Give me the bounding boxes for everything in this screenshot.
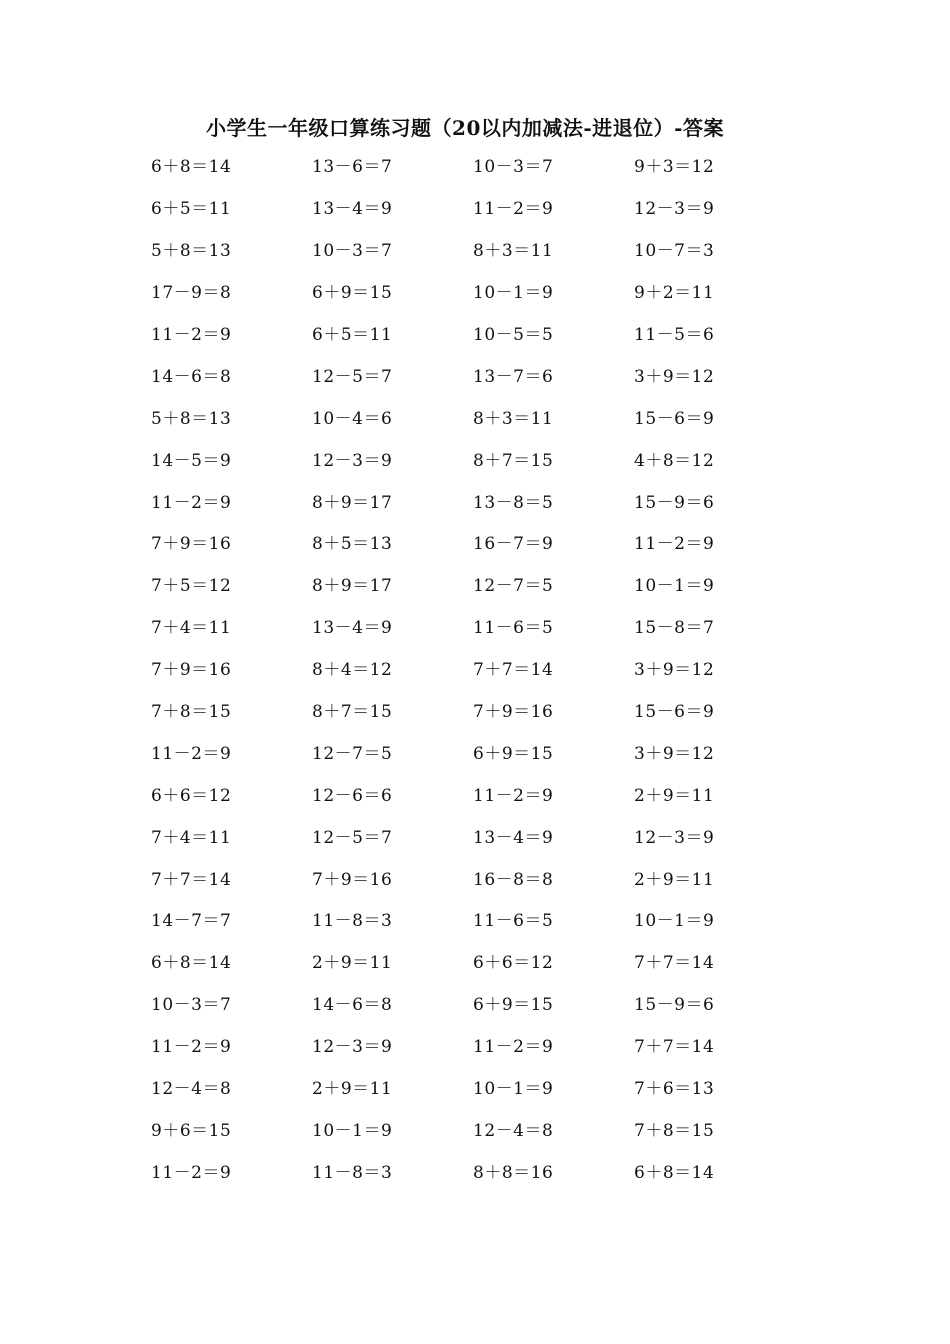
equation-answer: 10－1＝9 bbox=[634, 576, 715, 597]
equation-answer: 9＋2＝11 bbox=[634, 283, 715, 304]
equation-answer: 13－6＝7 bbox=[312, 157, 393, 178]
equation-answer: 8＋7＝15 bbox=[473, 450, 554, 471]
equation-answer: 12－3＝9 bbox=[312, 1037, 393, 1058]
equation-answer: 8＋3＝11 bbox=[473, 241, 554, 262]
equation-answer: 13－4＝9 bbox=[312, 618, 393, 639]
equation-answer: 16－7＝9 bbox=[473, 534, 554, 555]
equation-answer: 10－3＝7 bbox=[312, 241, 393, 262]
equation-answer: 2＋9＝11 bbox=[312, 953, 393, 974]
equation-answer: 15－6＝9 bbox=[634, 408, 715, 429]
problem-row bbox=[151, 1107, 811, 1149]
equation-answer: 7＋9＝16 bbox=[151, 534, 232, 555]
equation-answer: 12－4＝8 bbox=[151, 1079, 232, 1100]
equation-answer: 6＋9＝15 bbox=[473, 743, 554, 764]
problem-row bbox=[151, 856, 811, 898]
problem-row bbox=[151, 1149, 811, 1191]
equation-answer: 14－5＝9 bbox=[151, 450, 232, 471]
equation-answer: 7＋4＝11 bbox=[151, 618, 232, 639]
equation-answer: 7＋9＝16 bbox=[312, 869, 393, 890]
equation-answer: 11－2＝9 bbox=[151, 1162, 232, 1183]
equation-answer: 7＋4＝11 bbox=[151, 827, 232, 848]
equation-answer: 11－2＝9 bbox=[473, 785, 554, 806]
equation-answer: 11－5＝6 bbox=[634, 325, 715, 345]
equation-answer: 8＋9＝17 bbox=[312, 492, 393, 513]
equation-answer: 11－2＝9 bbox=[151, 492, 232, 513]
problem-row bbox=[151, 479, 811, 521]
equation-answer: 10－7＝3 bbox=[634, 241, 715, 262]
equation-answer: 8＋3＝11 bbox=[473, 408, 554, 429]
problem-row bbox=[151, 353, 811, 395]
equation-answer: 7＋6＝13 bbox=[634, 1079, 715, 1100]
equation-answer: 10－5＝5 bbox=[473, 325, 554, 345]
equation-answer: 6＋8＝14 bbox=[151, 157, 232, 178]
equation-answer: 7＋8＝15 bbox=[634, 1120, 715, 1141]
equation-answer: 8＋4＝12 bbox=[312, 660, 393, 681]
equation-answer: 12－5＝7 bbox=[312, 827, 393, 848]
equation-answer: 2＋9＝11 bbox=[312, 1079, 393, 1100]
equation-answer: 6＋8＝14 bbox=[634, 1162, 715, 1183]
equation-answer: 2＋9＝11 bbox=[634, 869, 715, 890]
equation-answer: 13－8＝5 bbox=[473, 492, 554, 513]
equation-answer: 6＋5＝11 bbox=[151, 199, 232, 220]
equation-answer: 8＋5＝13 bbox=[312, 534, 393, 555]
equation-answer: 12－6＝6 bbox=[312, 785, 393, 806]
equation-answer: 10－1＝9 bbox=[312, 1120, 393, 1141]
problem-row bbox=[151, 1066, 811, 1108]
equation-answer: 10－3＝7 bbox=[151, 995, 232, 1016]
equation-answer: 17－9＝8 bbox=[151, 283, 232, 304]
equation-answer: 12－7＝5 bbox=[312, 743, 393, 764]
problem-row bbox=[151, 689, 811, 731]
equation-answer: 7＋9＝16 bbox=[151, 660, 232, 681]
equation-answer: 10－1＝9 bbox=[473, 1079, 554, 1100]
equation-answer: 7＋5＝12 bbox=[151, 576, 232, 597]
equation-answer: 10－3＝7 bbox=[473, 157, 554, 178]
equation-answer: 11－2＝9 bbox=[473, 1037, 554, 1058]
page-title: 小学生一年级口算练习题（20以内加减法-进退位）-答案 bbox=[206, 116, 724, 140]
problem-row bbox=[151, 982, 811, 1024]
equation-answer: 5＋8＝13 bbox=[151, 241, 232, 262]
problem-row bbox=[151, 605, 811, 647]
equation-answer: 14－7＝7 bbox=[151, 911, 232, 932]
equation-answer: 10－1＝9 bbox=[473, 283, 554, 304]
equation-answer: 13－4＝9 bbox=[312, 199, 393, 220]
problem-row bbox=[151, 730, 811, 772]
equation-answer: 16－8＝8 bbox=[473, 869, 554, 890]
equation-answer: 11－8＝3 bbox=[312, 1162, 393, 1183]
equation-answer: 8＋9＝17 bbox=[312, 576, 393, 597]
equation-answer: 12－3＝9 bbox=[312, 450, 393, 471]
problem-row bbox=[151, 898, 811, 940]
equation-answer: 7＋7＝14 bbox=[634, 1037, 715, 1058]
equation-answer: 10－1＝9 bbox=[634, 911, 715, 932]
equation-answer: 11－2＝9 bbox=[634, 534, 715, 555]
equation-answer: 7＋8＝15 bbox=[151, 702, 232, 723]
equation-answer: 12－3＝9 bbox=[634, 827, 715, 848]
equation-answer: 3＋9＝12 bbox=[634, 660, 715, 681]
equation-answer: 6＋6＝12 bbox=[151, 785, 232, 806]
problem-row bbox=[151, 647, 811, 689]
equation-answer: 5＋8＝13 bbox=[151, 408, 232, 429]
equation-answer: 2＋9＝11 bbox=[634, 785, 715, 806]
equation-answer: 11－6＝5 bbox=[473, 911, 554, 932]
equation-answer: 6＋5＝11 bbox=[312, 325, 393, 345]
problem-row bbox=[151, 186, 811, 228]
equation-answer: 11－2＝9 bbox=[151, 325, 232, 345]
equation-answer: 9＋3＝12 bbox=[634, 157, 715, 178]
equation-answer: 12－3＝9 bbox=[634, 199, 715, 220]
equation-answer: 12－4＝8 bbox=[473, 1120, 554, 1141]
equation-answer: 6＋9＝15 bbox=[312, 283, 393, 304]
problem-row bbox=[151, 814, 811, 856]
equation-answer: 15－9＝6 bbox=[634, 492, 715, 513]
problem-row bbox=[151, 1024, 811, 1066]
equation-answer: 12－7＝5 bbox=[473, 576, 554, 597]
equation-answer: 7＋9＝16 bbox=[473, 702, 554, 723]
problem-row bbox=[151, 270, 811, 312]
equation-answer: 8＋8＝16 bbox=[473, 1162, 554, 1183]
equation-answer: 7＋7＝14 bbox=[151, 869, 232, 890]
problem-row bbox=[151, 521, 811, 563]
problem-row bbox=[151, 437, 811, 479]
problem-row bbox=[151, 940, 811, 982]
problem-row bbox=[151, 395, 811, 437]
problem-row bbox=[151, 563, 811, 605]
equation-answer: 4＋8＝12 bbox=[634, 450, 715, 471]
answer-grid bbox=[151, 144, 811, 1191]
equation-answer: 11－2＝9 bbox=[151, 1037, 232, 1058]
equation-answer: 11－2＝9 bbox=[151, 743, 232, 764]
equation-answer: 7＋7＝14 bbox=[473, 660, 554, 681]
equation-answer: 6＋9＝15 bbox=[473, 995, 554, 1016]
equation-answer: 3＋9＝12 bbox=[634, 743, 715, 764]
equation-answer: 10－4＝6 bbox=[312, 408, 393, 429]
equation-answer: 14－6＝8 bbox=[312, 995, 393, 1016]
equation-answer: 11－6＝5 bbox=[473, 618, 554, 639]
equation-answer: 12－5＝7 bbox=[312, 366, 393, 387]
equation-answer: 3＋9＝12 bbox=[634, 366, 715, 387]
problem-row bbox=[151, 228, 811, 270]
equation-answer: 6＋8＝14 bbox=[151, 953, 232, 974]
equation-answer: 7＋7＝14 bbox=[634, 953, 715, 974]
equation-answer: 14－6＝8 bbox=[151, 366, 232, 387]
problem-row bbox=[151, 144, 811, 186]
problem-row bbox=[151, 772, 811, 814]
equation-answer: 9＋6＝15 bbox=[151, 1120, 232, 1141]
equation-answer: 11－8＝3 bbox=[312, 911, 393, 932]
equation-answer: 13－4＝9 bbox=[473, 827, 554, 848]
equation-answer: 15－6＝9 bbox=[634, 702, 715, 723]
equation-answer: 6＋6＝12 bbox=[473, 953, 554, 974]
equation-answer: 13－7＝6 bbox=[473, 366, 554, 387]
problem-row bbox=[151, 312, 811, 354]
equation-answer: 8＋7＝15 bbox=[312, 702, 393, 723]
equation-answer: 15－9＝6 bbox=[634, 995, 715, 1016]
equation-answer: 11－2＝9 bbox=[473, 199, 554, 220]
equation-answer: 15－8＝7 bbox=[634, 618, 715, 639]
